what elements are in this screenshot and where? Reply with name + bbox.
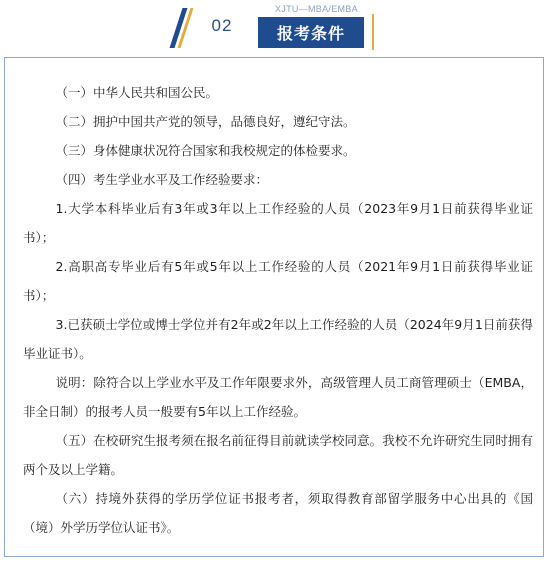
- section-number: 02: [211, 16, 233, 35]
- section-header: [0, 0, 551, 60]
- requirement-4: （四）考生学业水平及工作经验要求：: [55, 172, 269, 187]
- section-title: 报考条件: [258, 17, 364, 48]
- title-end-bar: [372, 14, 374, 50]
- requirement-6: （六）持境外获得的学历学位证书报考者，须取得教育部留学服务中心出具的《国（境）外学历学位认证书》。: [23, 491, 533, 535]
- content-card: [4, 57, 544, 557]
- requirements-list: [23, 78, 533, 542]
- section-tagline: XJTU—MBA/EMBA: [275, 4, 358, 14]
- requirement-5: （五）在校研究生报考须在报名前征得目前就读学校同意。我校不允许研究生同时拥有两个及以上学籍。: [23, 433, 533, 477]
- requirement-4-item-2: 2.高职高专毕业后有5年或5年以上工作经验的人员（2021年9月1日前获得毕业证书）；: [23, 259, 533, 303]
- requirement-4-item-1: 1.大学本科毕业后有3年或3年以上工作经验的人员（2023年9月1日前获得毕业证书）；: [23, 201, 533, 245]
- requirement-2: （二）拥护中国共产党的领导，品德良好，遵纪守法。: [55, 114, 356, 129]
- requirement-3: （三）身体健康状况符合国家和我校规定的体检要求。: [55, 143, 356, 158]
- requirement-4-note: 说明：除符合以上学业水平及工作年限要求外，高级管理人员工商管理硕士（EMBA，非全日制）的报考人员一般要有5年以上工作经验。: [23, 375, 533, 419]
- requirement-1: （一）中华人民共和国公民。: [55, 85, 219, 100]
- requirement-4-item-3: 3.已获硕士学位或博士学位并有2年或2年以上工作经验的人员（2024年9月1日前获得毕业证书）。: [23, 317, 533, 361]
